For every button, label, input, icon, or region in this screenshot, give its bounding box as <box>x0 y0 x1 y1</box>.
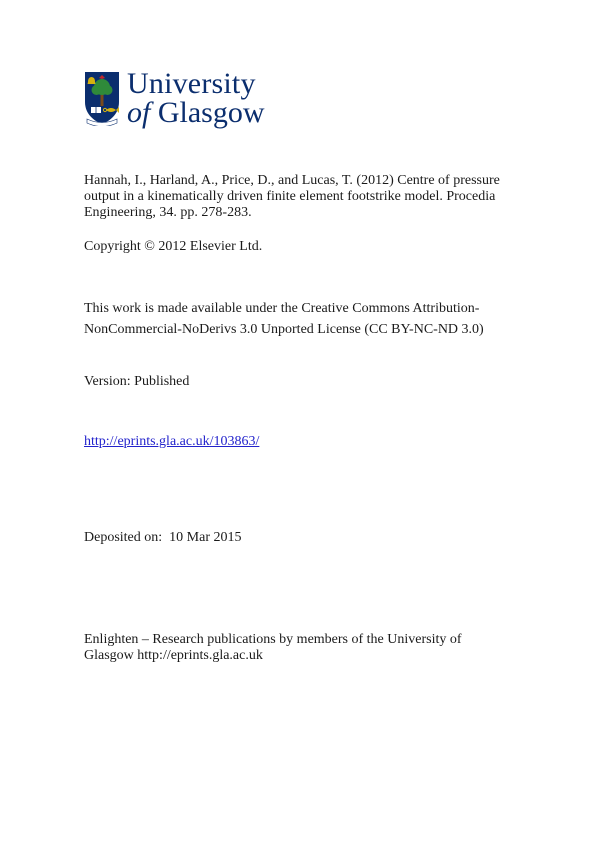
wordmark-of: of <box>127 96 151 129</box>
license-text <box>84 298 534 340</box>
copyright-text: Copyright © 2012 Elsevier Ltd. <box>84 239 263 254</box>
citation-text: Hannah, I., Harland, A., Price, D., and Lucas, T. (2012) Centre of pressure output in a kinematically driven finite element footstrike model. Procedia Engineering, 34. pp. 278-283. <box>84 173 500 220</box>
wordmark-of-glasgow <box>127 98 265 128</box>
deposited-date: Deposited on: 10 Mar 2015 <box>84 530 242 545</box>
enlighten-footer: Enlighten – Research publications by members of the University of Glasgow http://eprints.gla.ac.uk <box>84 632 462 663</box>
university-logo <box>83 68 273 128</box>
version-text: Version: Published <box>84 374 190 389</box>
wordmark-glasgow: Glasgow <box>157 96 265 129</box>
university-wordmark <box>127 68 265 128</box>
eprints-link[interactable]: http://eprints.gla.ac.uk/103863/ <box>84 434 260 449</box>
license-line-2: NonCommercial-NoDerivs 3.0 Unported License (CC BY-NC-ND 3.0) <box>84 322 484 337</box>
license-line-1: This work is made available under the Creative Commons Attribution- <box>84 301 480 316</box>
university-crest-icon <box>83 70 121 126</box>
wordmark-university: University <box>127 67 256 100</box>
